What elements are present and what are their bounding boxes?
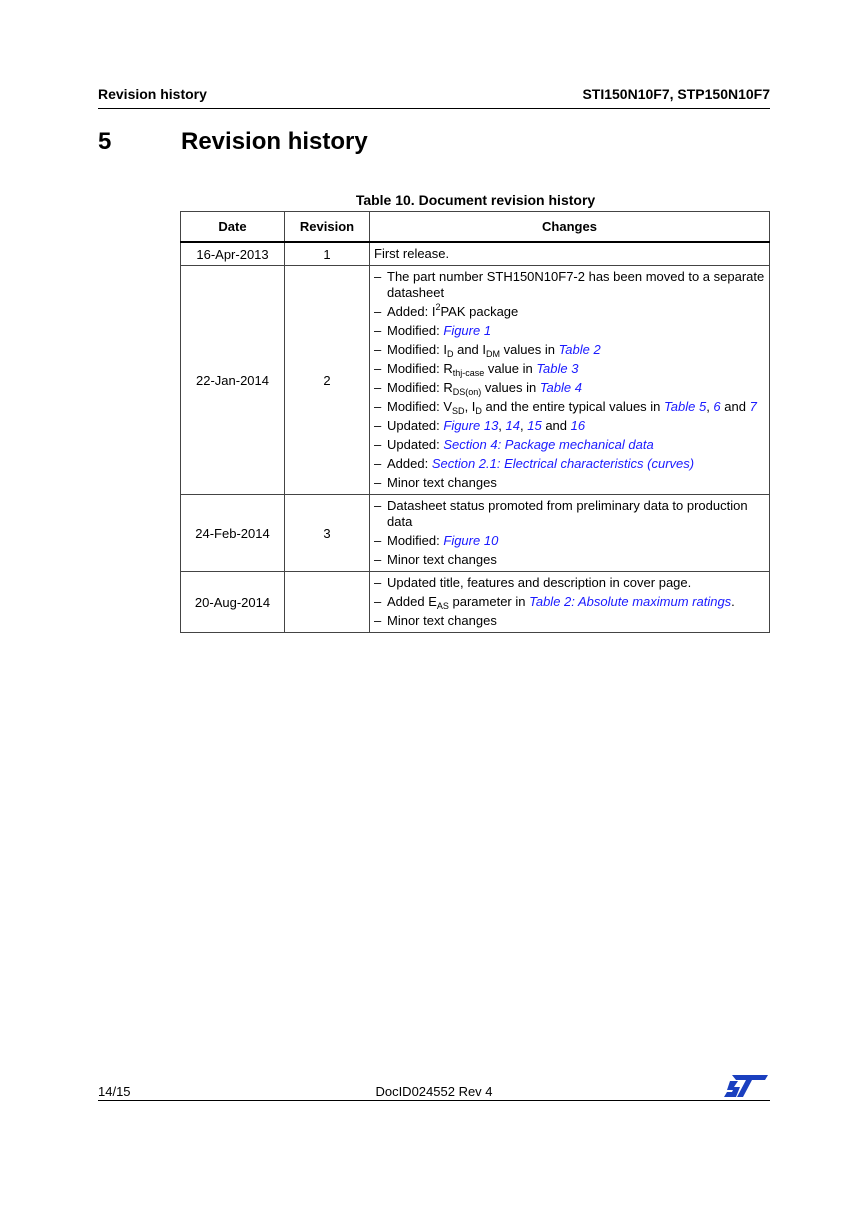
table-row [181,242,770,266]
section-number: 5 [98,128,112,155]
link-figure-14[interactable]: 14 [505,418,520,433]
change-item: – Minor text changes [374,475,497,490]
change-item: – Updated: Section 4: Package mechanical data [374,437,654,452]
cell-changes [370,266,770,495]
link-section-2-1[interactable]: Section 2.1: Electrical characteristics (curves) [431,456,695,471]
footer-doc-id: DocID024552 Rev 4 [375,1084,493,1099]
cell-changes [370,572,770,633]
column-header-changes: Changes [370,212,770,243]
link-figure-10[interactable]: Figure 10 [443,533,499,548]
change-item: – Modified: $V_{SD}$, $I_D$ and the entire typical values in Table 5, 6 and 7 [374,399,757,416]
footer-page-number: 14/15 [98,1084,131,1099]
table-row [181,572,770,633]
change-item: – Updated: Figure 13, 14, 15 and 16 [374,418,586,433]
header-section-title: Revision history [98,86,207,102]
link-figure-15[interactable]: 15 [527,418,542,433]
change-item: – The part number STH150N10F7-2 has been moved to a separate datasheet [374,269,765,300]
change-text: First release. [374,246,450,261]
change-item: – Minor text changes [374,552,497,567]
change-item: – Added: Section 2.1: Electrical characteristics (curves) [374,456,695,471]
link-table-2[interactable]: Table 2 [558,342,601,357]
change-item: – Updated title, features and description in cover page. [374,575,692,590]
cell-date: 16-Apr-2013 [181,242,285,266]
change-item: – Added: $I^2PAK$ package [374,302,519,319]
link-figure-13[interactable]: Figure 13 [443,418,499,433]
cell-revision: 1 [285,242,370,266]
page-title: Revision history [181,128,368,155]
cell-changes [370,495,770,572]
link-figure-16[interactable]: 16 [570,418,586,433]
column-header-revision: Revision [285,212,370,243]
change-item: – Modified: $I_D$ and $I_{DM}$ values in Table 2 [374,342,601,359]
table-header-row [181,212,770,243]
cell-date: 24-Feb-2014 [181,495,285,572]
link-figure-1[interactable]: Figure 1 [443,323,492,338]
link-table-5[interactable]: Table 5 [664,399,707,414]
header-rule [98,108,770,109]
link-section-4[interactable]: Section 4: Package mechanical data [443,437,654,452]
change-item: – Datasheet status promoted from preliminary data to production data [374,498,748,529]
st-logo-icon [724,1073,768,1099]
footer-rule [98,1100,770,1101]
header-part-number: STI150N10F7, STP150N10F7 [582,86,770,102]
link-table-7[interactable]: 7 [749,399,757,414]
change-item: – Modified: $R_{thj-case}$ value in Table 3 [374,361,579,378]
table-caption: Table 10. Document revision history [355,192,596,208]
table-row [181,495,770,572]
change-item: – Modified: $R_{DS(on)}$ values in Table 4 [374,380,582,397]
cell-changes [370,242,770,266]
link-table-3[interactable]: Table 3 [536,361,579,376]
change-item: – Minor text changes [374,613,497,628]
change-item: – Modified: Figure 1 [374,323,492,338]
link-table-2-absolute-maximum-ratings[interactable]: Table 2: Absolute maximum ratings [529,594,732,609]
revision-table [180,211,770,633]
link-table-6[interactable]: 6 [713,399,721,414]
link-table-4[interactable]: Table 4 [539,380,582,395]
table-row [181,266,770,495]
cell-date: 22-Jan-2014 [181,266,285,495]
column-header-date: Date [181,212,285,243]
change-item: – Modified: Figure 10 [374,533,499,548]
cell-revision: 3 [285,495,370,572]
change-item: – Added $E_{AS}$ parameter in Table 2: Absolute maximum ratings. [374,594,735,611]
cell-revision: 2 [285,266,370,495]
cell-date: 20-Aug-2014 [181,572,285,633]
cell-revision [285,572,370,633]
